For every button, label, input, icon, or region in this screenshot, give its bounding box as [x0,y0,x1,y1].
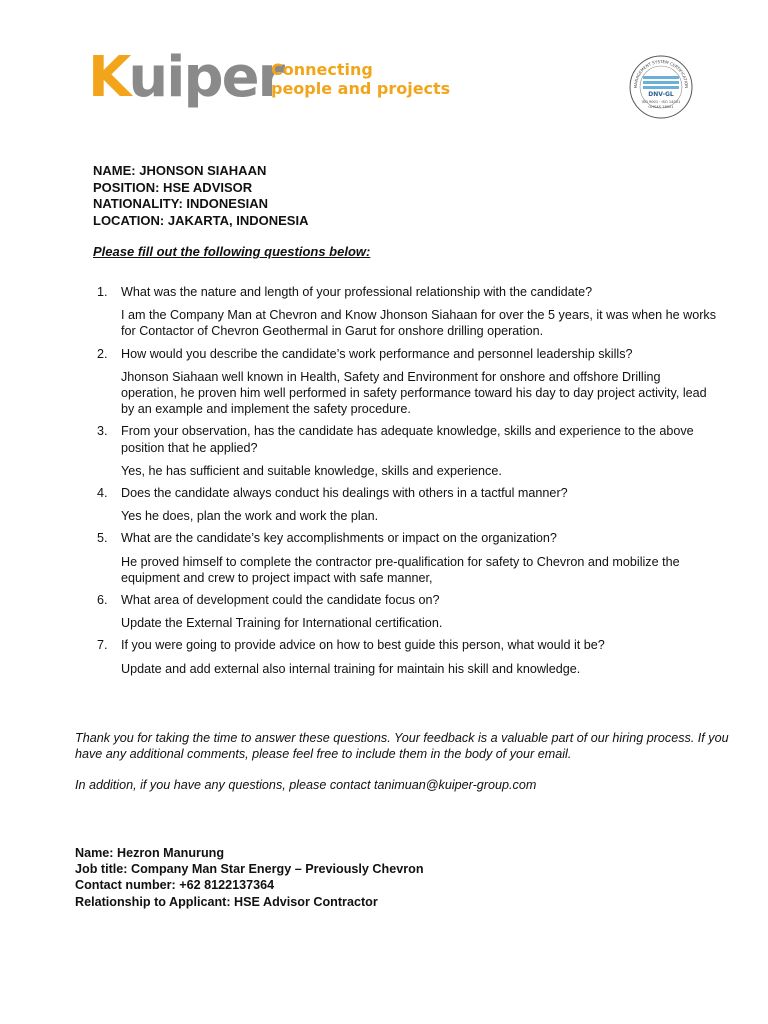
logo-wordmark [88,46,283,110]
qa-item [97,423,717,479]
questionnaire-list [97,284,717,683]
referee-name: Name: Hezron Manurung [75,846,225,860]
qa-item [97,530,717,586]
qa-number: 2. [97,346,108,361]
referee-info [75,845,424,910]
qa-number: 7. [97,638,108,653]
qa-answer: Update and add external also internal training for maintain his skill and knowledge. [121,661,581,676]
logo-rest: uiper [128,45,284,110]
kuiper-logo [88,45,468,112]
logo-tagline [271,60,450,98]
contact-paragraph: In addition, if you have any questions, please contact tanimuan@kuiper-group.com [75,778,537,793]
qa-question: Does the candidate always conduct his dealings with others in a tactful manner? [121,486,568,501]
qa-item [97,346,717,418]
qa-number: 6. [97,593,108,608]
qa-answer: I am the Company Man at Chevron and Know Jhonson Siahaan for over the 5 years, it was when he works for Contactor of Chevron Geothermal in Garut for onshore drilling operation. [121,308,717,339]
qa-number: 3. [97,424,108,439]
qa-question: From your observation, has the candidate has adequate knowledge, skills and experience to the above position that he applied? [121,424,694,455]
seal-center-text: DNV-GL [648,91,674,98]
qa-item [97,284,717,340]
qa-number: 5. [97,531,108,546]
thanks-paragraph: Thank you for taking the time to answer these questions. Your feedback is a valuable part of our hiring process. If you have any additional comments, please feel free to include them in the body of your email. [75,731,729,762]
qa-item [97,592,717,631]
qa-answer: Yes he does, plan the work and work the plan. [121,509,379,524]
seal-top-text: MANAGEMENT SYSTEM CERTIFICATION [632,58,690,89]
qa-item [97,637,717,676]
qa-answer: He proved himself to complete the contractor pre-qualification for safety to Chevron and mobilize the equipment and crew to project impact with safe manner, [121,554,680,585]
qa-question: If you were going to provide advice on how to best guide this person, what would it be? [121,638,605,653]
seal-bottom-line2: OHSAS 18001 [648,105,674,109]
dnv-gl-certification-seal [628,54,694,120]
referee-relationship: Relationship to Applicant: HSE Advisor Contractor [75,894,378,909]
candidate-location: LOCATION: JAKARTA, INDONESIA [93,212,309,228]
qa-question: What was the nature and length of your professional relationship with the candidate? [121,285,593,299]
qa-question: What are the candidate’s key accomplishments or impact on the organization? [121,531,557,546]
referee-contact-number: Contact number: +62 8122137364 [75,878,275,893]
qa-answer: Update the External Training for International certification. [121,616,443,631]
qa-answer: Yes, he has sufficient and suitable knowledge, skills and experience. [121,463,502,478]
seal-bottom-line1: ISO 9001 · ISO 14001 [641,100,681,104]
qa-question: What area of development could the candidate focus on? [121,593,440,608]
instruction-heading: Please fill out the following questions below: [93,244,371,259]
logo-k: K [88,45,129,110]
qa-number: 1. [97,285,108,299]
qa-question: How would you describe the candidate’s work performance and personnel leadership skills? [121,346,633,361]
qa-item [97,485,717,524]
qa-answer: Jhonson Siahaan well known in Health, Safety and Environment for onshore and offshore Drilling operation, he proven him well performed in safety performance toward his day to day project activity, lead by an example and implement the safety procedure. [121,369,707,417]
qa-number: 4. [97,486,108,501]
candidate-name: NAME: JHONSON SIAHAAN [93,163,267,178]
closing-note [75,730,735,809]
tagline-line1: Connecting [271,60,373,79]
candidate-info [93,163,308,229]
tagline-line2: people and projects [271,79,451,98]
candidate-position: POSITION: HSE ADVISOR [93,179,253,195]
candidate-nationality: NATIONALITY: INDONESIAN [93,196,269,211]
referee-job-title: Job title: Company Man Star Energy – Previously Chevron [75,862,424,877]
